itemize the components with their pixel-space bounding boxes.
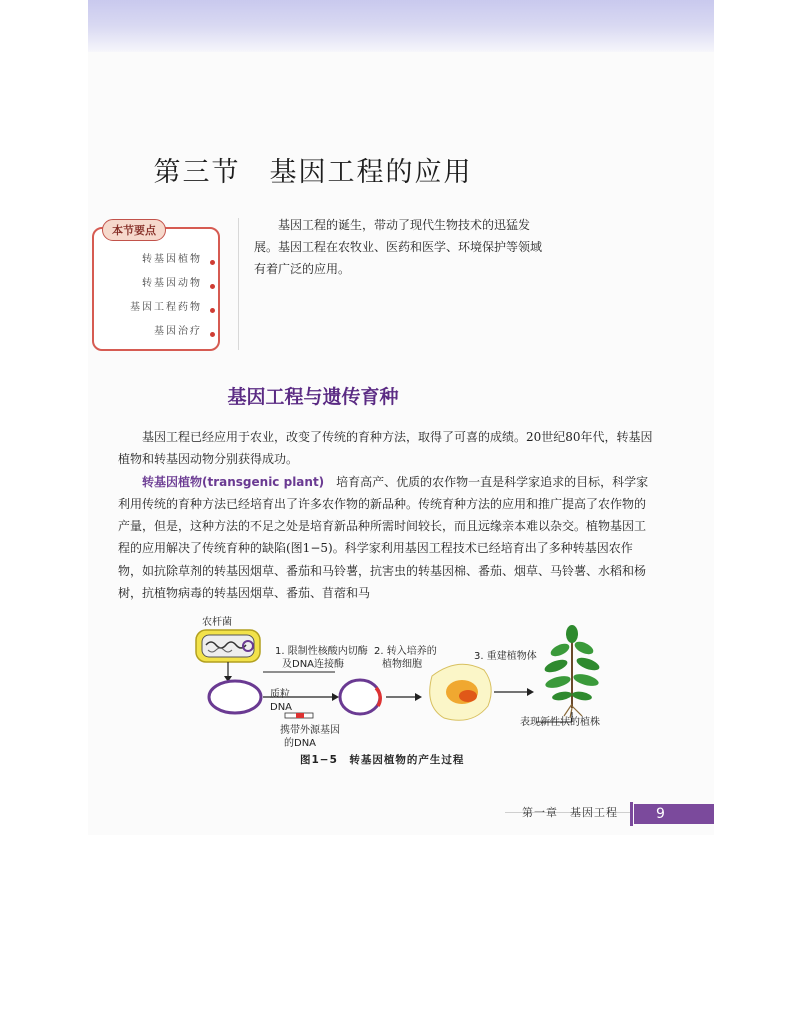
label-ti-plasmid: Ti质粒 [218,693,244,703]
process-diagram [110,612,670,752]
label-plasmid-dna-2: DNA [270,702,293,713]
label-step2-line1: 2. 转入培养的 [374,646,437,657]
key-point-item: 转基因动物 [130,275,202,299]
label-plasmid-dna-1: 质粒 [270,689,290,700]
key-points-list [130,251,202,347]
paragraph-text: 培育高产、优质的农作物一直是科学家追求的目标，科学家利用传统的育种方法已经培育出了许多农作物的新品种。传统育种方法的应用和推广提高了农作物的产量，但是，这种方法的不足之处是培育新品种所需时间较长，而且远缘亲本难以杂交。植物基因工程的应用解决了传统育种的缺陷(图1−5)。科学家利用基因工程技术已经培育出了多种转基因农作物，如抗除草剂的转基因烟草、番茄和马铃薯，抗害虫的转基因棉、番茄、烟草、马铃薯、水稻和杨树，抗植物病毒的转基因烟草、番茄、苜蓿和马 [118,474,649,601]
key-points-box [92,224,220,351]
paragraph: 基因工程已经应用于农业，改变了传统的育种方法，取得了可喜的成绩。20世纪80年代，转基因植物和转基因动物分别获得成功。 [118,430,653,467]
key-point-item: 基因工程药物 [130,299,202,323]
body-text [118,426,656,604]
label-step1-line1: 1. 限制性核酸内切酶 [275,646,368,657]
plant-illustration [543,625,601,718]
label-foreign-gene-1: 携带外源基因 [280,725,340,736]
plant-cell-illustration [430,664,491,720]
bullet-icon [210,308,215,313]
term-highlight: 转基因植物(transgenic plant) [142,474,325,489]
agrobacterium-illustration [196,630,260,662]
bullet-icon [210,260,215,265]
paragraph [118,471,656,605]
page-number: 9 [634,804,714,824]
label-foreign-gene-2: 的DNA [284,738,317,749]
recombinant-plasmid [340,680,380,714]
key-point-item: 基因治疗 [130,323,202,347]
key-points-tab: 本节要点 [102,219,166,241]
key-point-item: 转基因植物 [130,251,202,275]
bullet-icon [210,332,215,337]
divider [238,218,239,350]
section-title: 第三节 基因工程的应用 [153,157,473,188]
label-step3: 3. 重建植物体 [474,651,537,662]
figure-caption: 图1−5 转基因植物的产生过程 [300,754,465,766]
intro-paragraph: 基因工程的诞生，带动了现代生物技术的迅猛发展。基因工程在农牧业、医药和医学、环境保护等领域有着广泛的应用。 [254,218,543,276]
label-step1-line2: 及DNA连接酶 [282,659,345,670]
subheading: 基因工程与遗传育种 [227,386,399,408]
page-number-edge [630,802,633,826]
label-step2-line2: 植物细胞 [382,659,422,670]
label-agrobacterium: 农杆菌 [202,617,232,628]
top-band [88,0,714,52]
chapter-label: 第一章 基因工程 [522,806,618,819]
label-result: 表现新性状的植株 [520,717,600,728]
bullet-icon [210,284,215,289]
